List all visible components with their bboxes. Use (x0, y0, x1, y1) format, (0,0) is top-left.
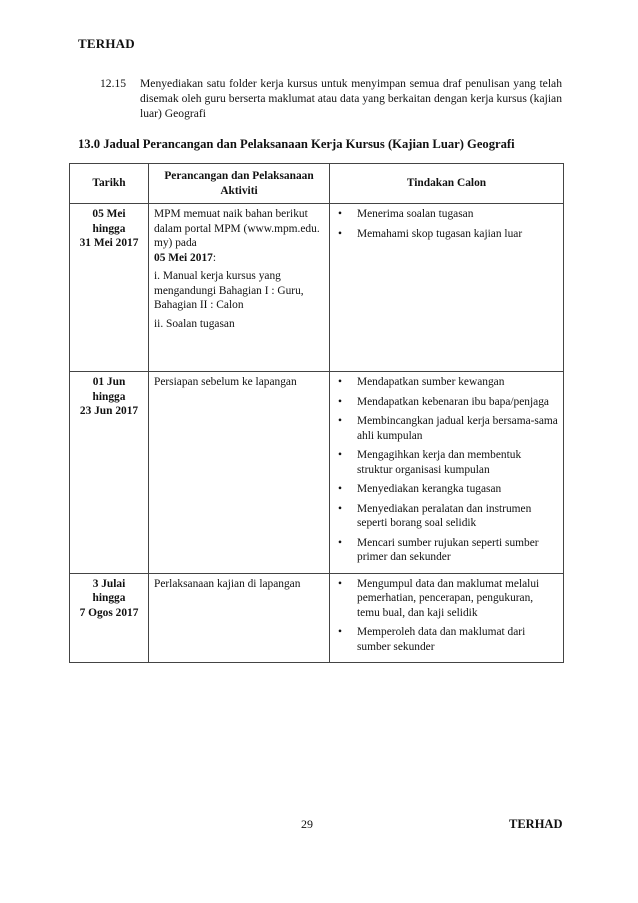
footer-page-number: 29 (301, 817, 313, 831)
bullet-icon: • (338, 502, 342, 515)
action-text: Membincangkan jadual kerja bersama-sama ahli kumpulan (357, 415, 558, 442)
activity-date (154, 251, 324, 266)
date-separator: hingga (92, 592, 126, 604)
action-text: Mendapatkan kebenaran ibu bapa/penjaga (357, 395, 549, 408)
list-item (335, 395, 558, 410)
row-date (70, 372, 149, 574)
activity-intro: MPM memuat naik bahan berikut dalam portal MPM (www.mpm.edu. my) pada (154, 208, 320, 249)
date-end: 31 Mei 2017 (79, 237, 139, 249)
action-text: Menyediakan peralatan dan instrumen seperti borang soal selidik (357, 502, 532, 529)
row-date (70, 204, 149, 372)
action-text: Mendapatkan sumber kewangan (357, 376, 505, 388)
date-start: 05 Mei (92, 208, 126, 220)
action-text: Memperoleh data dan maklumat dari sumber sekunder (357, 626, 526, 653)
list-item (335, 482, 558, 497)
row-activity (149, 372, 330, 574)
bullet-icon: • (338, 376, 342, 388)
row-activity (149, 573, 330, 663)
row-date (70, 573, 149, 663)
list-item (335, 375, 558, 390)
action-list (335, 207, 558, 241)
activity-line-i: i. Manual kerja kursus yang mengandungi Bahagian I : Guru, Bahagian II : Calon (154, 270, 304, 311)
table-row (70, 573, 564, 663)
bullet-icon: • (338, 395, 342, 408)
action-list (335, 375, 558, 565)
table-row (70, 372, 564, 574)
header-date: Tarikh (70, 164, 149, 204)
action-text: Menerima soalan tugasan (357, 208, 474, 220)
bullet-icon: • (338, 577, 342, 590)
action-text: Mengagihkan kerja dan membentuk struktur organisasi kumpulan (357, 449, 522, 476)
activity-intro: Perlaksanaan kajian di lapangan (154, 577, 301, 590)
activity-date-suffix: : (212, 251, 217, 264)
activity-intro: Persiapan sebelum ke lapangan (154, 376, 297, 388)
list-item (335, 536, 558, 565)
table-row (70, 204, 564, 372)
bullet-icon: • (338, 483, 342, 495)
bullet-icon: • (338, 626, 342, 638)
date-separator: hingga (92, 390, 126, 403)
activity-date-bold: 05 Mei 2017 (154, 251, 213, 264)
bullet-icon: • (338, 227, 342, 240)
date-end: 7 Ogos 2017 (79, 606, 139, 619)
section-title: 13.0 Jadual Perancangan dan Pelaksanaan Kerja Kursus (Kajian Luar) Geografi (78, 137, 515, 151)
activity-line-ii: ii. Soalan tugasan (154, 317, 235, 330)
date-separator: hingga (92, 222, 126, 235)
list-item (335, 625, 558, 654)
header-classification: TERHAD (78, 36, 135, 51)
action-text: Mencari sumber rujukan seperti sumber primer dan sekunder (357, 536, 539, 563)
list-item (335, 227, 558, 242)
date-end: 23 Jun 2017 (79, 405, 139, 417)
header-activity: Perancangan dan Pelaksanaan Aktiviti (149, 164, 330, 204)
date-start: 01 Jun (92, 376, 126, 388)
bullet-icon: • (338, 449, 342, 461)
item-number: 12.15 (100, 77, 127, 90)
footer-classification: TERHAD (509, 817, 563, 831)
table-header-row (70, 164, 564, 204)
row-actions (330, 372, 564, 574)
list-item (335, 502, 558, 531)
row-actions (330, 573, 564, 663)
action-list (335, 577, 558, 655)
list-item (335, 577, 558, 621)
schedule-table (69, 163, 564, 663)
item-12-15 (100, 76, 562, 121)
row-actions (330, 204, 564, 372)
date-start: 3 Julai (92, 577, 126, 590)
list-item (335, 448, 558, 477)
list-item (335, 414, 558, 443)
bullet-icon: • (338, 415, 342, 427)
bullet-icon: • (338, 208, 342, 220)
bullet-icon: • (338, 536, 342, 549)
item-text: Menyediakan satu folder kerja kursus untuk menyimpan semua draf penulisan yang telah disemak oleh guru berserta maklumat atau data yang berkaitan dengan kerja kursus (kajian luar) Geografi (140, 77, 562, 120)
action-text: Menyediakan kerangka tugasan (357, 483, 502, 495)
header-actions: Tindakan Calon (330, 164, 564, 204)
list-item (335, 207, 558, 222)
row-activity (149, 204, 330, 372)
action-text: Mengumpul data dan maklumat melalui pemerhatian, pencerapan, pengukuran, temu bual, dan kaji selidik (357, 577, 540, 619)
action-text: Memahami skop tugasan kajian luar (357, 227, 523, 240)
